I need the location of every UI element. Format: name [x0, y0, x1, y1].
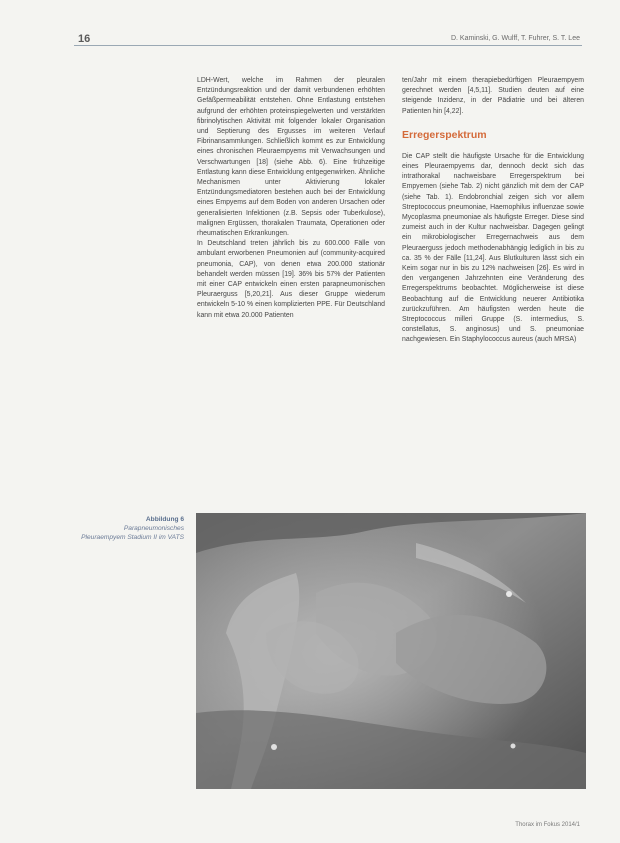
right-text-column — [402, 76, 584, 346]
body-paragraph: LDH-Wert, welche im Rahmen der pleuralen Entzündungsreaktion und der damit verbundenen erhöhten Gefäßpermeabilität entstehen. Ohne Entlastung entstehen aufgrund der erhöhten proteinspiegelwerten und verstärkten fibrinolytischen Aktivität mit folgender lokaler Organisation und Septierung des Ergusses im weiteren Verlauf Fibrinansammlungen. Schließlich kommt es zur Entwicklung eines chronischen Pleuraempyems mit Verwachsungen und Verschwartungen [18] (siehe Abb. 6). Eine frühzeitige Entlastung kann diese Entwicklung entgegenwirken. Ähnliche Mechanismen unter Aktivierung lokaler Entzündungsmediatoren bestehen auch bei der Entwicklung eines Empyems auf dem Boden von anderen Ursachen oder generalisierten Infektionen (z.B. Sepsis oder Tuberkulose), malignen Ergüssen, thorakalen Traumata, Operationen oder rheumatischen Erkrankungen. — [197, 77, 385, 238]
figure-caption-text: Parapneumonisches Pleuraempyem Stadium II im VATS — [81, 525, 184, 541]
figure-label: Abbildung 6 — [145, 516, 184, 523]
left-text-column — [197, 76, 385, 321]
endoscopic-photo — [196, 513, 586, 789]
body-paragraph: ten/Jahr mit einem therapiebedürftigen Pleuraempyem gerechnet werden [4,5,11]. Studien deuten auf eine steigende Inzidenz, in der Pädiatrie und bei älteren Patienten hin [4,22]. — [402, 77, 584, 115]
page-number: 16 — [78, 33, 91, 45]
footer-text: Thorax im Fokus 2014/1 — [515, 822, 580, 828]
body-paragraph: In Deutschland treten jährlich bis zu 600.000 Fälle von ambulant erworbenen Pneumonien auf (community-acquired pneumonia, CAP), von denen etwa 200.000 stationär behandelt werden müssen [19]. 36% bis 57% der Patienten mit einer CAP entwickeln einen ersten parapneumonischen Pleuraerguss [5,20,21]. Aus dieser Gruppe wiederum entwickeln 5-10 % einen komplizierten PPE. Für Deutschland kann mit etwa 20.000 Patienten — [197, 240, 385, 319]
header-rule — [74, 45, 582, 46]
section-heading: Erregerspektrum — [402, 128, 487, 141]
running-head: D. Kaminski, G. Wulff, T. Fuhrer, S. T. Lee — [450, 35, 580, 42]
body-paragraph: Die CAP stellt die häufigste Ursache für die Entwicklung eines Pleuraempyems dar, dennoch deckt sich das intrathorakal nachweisbare Erregerspektrum bei Empyemen (siehe Tab. 2) nicht gänzlich mit dem der CAP (siehe Tab. 1). Endobronchial zeigen sich vor allem Streptococcus pneumoniae, Haemophilus influenzae sowie Mycoplasma pneumoniae als häufigste Erreger. Diese sind zumeist auch in der Kultur nachweisbar. Dagegen gelingt ein mikrobiologischer Erregernachweis aus dem Pleuraerguss jedoch methodenabhängig lediglich in bis zu ca. 35 % der Fälle [11,24]. Aus Blutkulturen lässt sich ein Keim sogar nur in bis zu 12% nachweisen [26]. Es wird in den vergangenen Jahrzehnten eine Veränderung des Erregerspektrums beobachtet. Möglicherweise ist diese Beobachtung auf die Entwicklung neuerer Antibiotika zurückzuführen. Am häufigsten werden heute die Streptococcus milleri Gruppe (S. intermedius, S. constellatus, S. anginosus) und S. pneumoniae nachgewiesen. Ein Staphylococcus aureus (auch MRSA) — [402, 152, 584, 344]
figure-caption — [78, 515, 184, 542]
